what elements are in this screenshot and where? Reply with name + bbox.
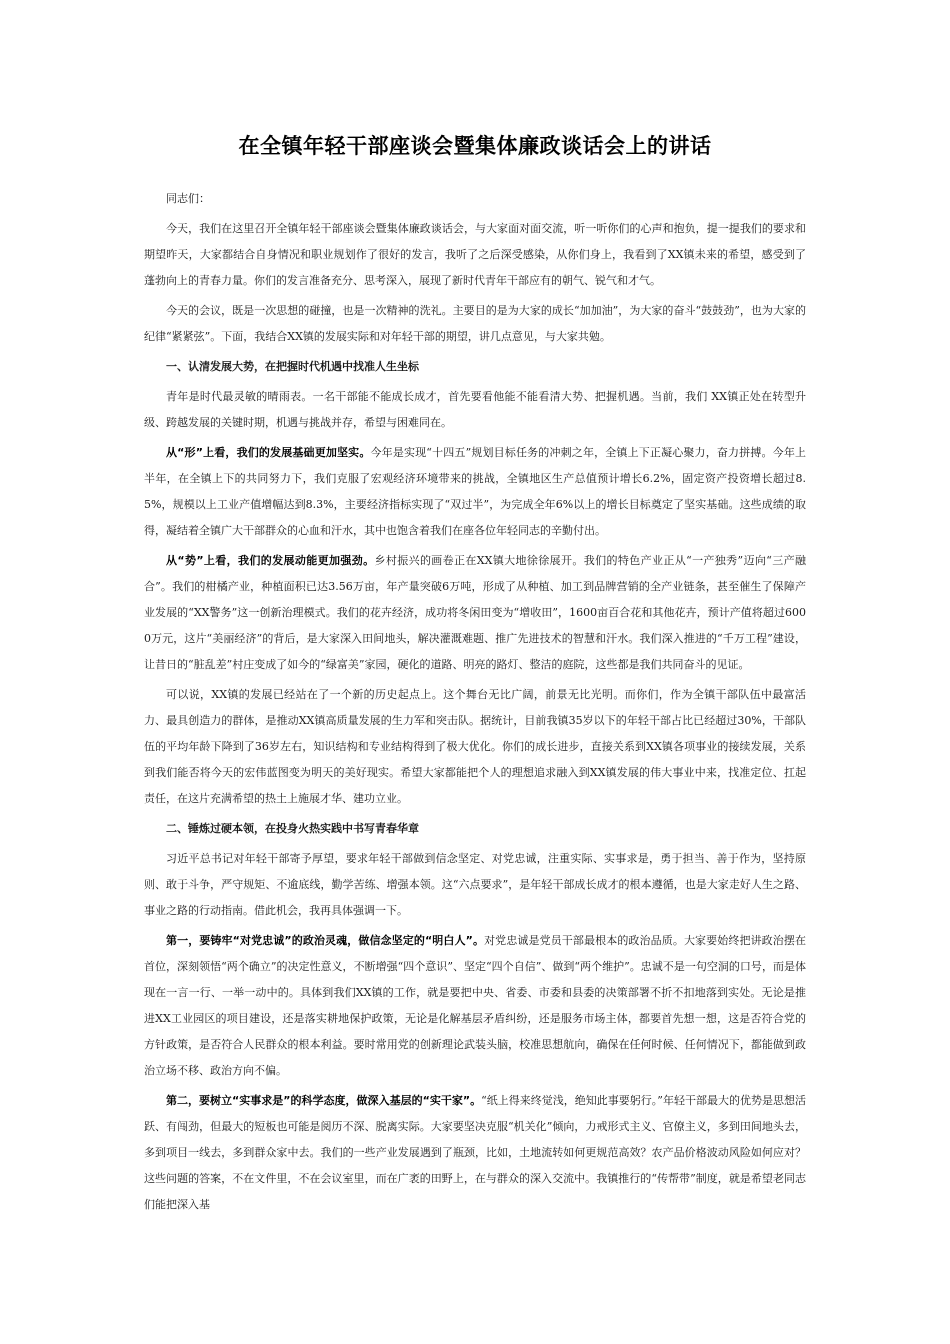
paragraph-opening: 今天，我们在这里召开全镇年轻干部座谈会暨集体廉政谈话会，与大家面对面交流，听一听你们的心声和抱负，提一提我们的要求和期望昨天，大家都结合自身情况和职业规划作了很好的发言，我听了之后深受感染，从你们身上，我看到了XX镇未来的希望，感受到了蓬勃向上的青春力量。你们的发言准备充分、思考深入，展现了新时代青年干部应有的朝气、锐气和才气。 [144,222,806,287]
section-heading-1: 一、认清发展大势，在把握时代机遇中找准人生坐标 [166,360,419,373]
paragraph-body: 今年是实现“十四五”规划目标任务的冲刺之年，全镇上下正凝心聚力，奋力拼搏。今年上半年，在全镇上下的共同努力下，我们克服了宏观经济环境带来的挑战，全镇地区生产总值预计增长6.2%，固定资产投资增长超过8.5%，规模以上工业产值增幅达到8.3%，主要经济指标实现了“双过半”，为完成全年6%以上的增长目标奠定了坚实基础。这些成绩的取得，凝结着全镇广大干部群众的心血和汗水，其中也饱含着我们在座各位年轻同志的辛勤付出。 [144,446,806,537]
paragraph-purpose: 今天的会议，既是一次思想的碰撞，也是一次精神的洗礼。主要目的是为大家的成长“加加油”，为大家的奋斗“鼓鼓劲”，也为大家的纪律“紧紧弦”。下面，我结合XX镇的发展实际和对年轻干部的期望，讲几点意见，与大家共勉。 [144,304,806,343]
document-title: 在全镇年轻干部座谈会暨集体廉政谈话会上的讲话 [238,134,712,158]
paragraph-body: “纸上得来终觉浅，绝知此事要躬行。”年轻干部最大的优势是思想活跃、有闯劲，但最大的短板也可能是阅历不深、脱离实际。大家要坚决克服“机关化”倾向，力戒形式主义、官僚主义，多到田间地头去，多到项目一线去，多到群众家中去。我们的一些产业发展遇到了瓶颈，比如，土地流转如何更规范高效？农产品价格波动风险如何应对？这些问题的答案，不在文件里，不在会议室里，而在广袤的田野上，在与群众的深入交流中。我镇推行的“传帮带”制度，就是希望老同志们能把深入基 [144,1094,807,1211]
paragraph-lead: 第一，要铸牢“对党忠诚”的政治灵魂，做信念坚定的“明白人”。 [166,934,485,947]
paragraph-momentum [144,548,806,678]
paragraph-lead: 从“形”上看，我们的发展基础更加坚实。 [166,446,371,459]
document-page [144,126,806,1218]
paragraph-loyalty [144,928,806,1084]
paragraph-lead: 从“势”上看，我们的发展动能更加强劲。 [166,554,375,567]
paragraph-starting-point: 可以说，XX镇的发展已经站在了一个新的历史起点上。这个舞台无比广阔，前景无比光明。而你们，作为全镇干部队伍中最富活力、最具创造力的群体，是推动XX镇高质量发展的生力军和突击队。据统计，目前我镇35岁以下的年轻干部占比已经超过30%，干部队伍的平均年龄下降到了36岁左右，知识结构和专业结构得到了极大优化。你们的成长进步，直接关系到XX镇各项事业的接续发展，关系到我们能否将今天的宏伟蓝图变为明天的美好现实。希望大家都能把个人的理想追求融入到XX镇发展的伟大事业中来，找准定位、扛起责任，在这片充满希望的热土上施展才华、建功立业。 [144,688,806,805]
paragraph-era: 青年是时代最灵敏的晴雨表。一名干部能不能成长成才，首先要看他能不能看清大势、把握机遇。当前，我们 XX镇正处在转型升级、跨越发展的关键时期，机遇与挑战并存，希望与困难同在。 [144,390,806,429]
paragraph-requirements: 习近平总书记对年轻干部寄予厚望，要求年轻干部做到信念坚定、对党忠诚，注重实际、实事求是，勇于担当、善于作为，坚持原则、敢于斗争，严守规矩、不逾底线，勤学苦练、增强本领。这“六点要求”，是年轻干部成长成才的根本遵循，也是大家走好人生之路、事业之路的行动指南。借此机会，我再具体强调一下。 [144,852,806,917]
paragraph-lead: 第二，要树立“实事求是”的科学态度，做深入基层的“实干家”。 [166,1094,482,1107]
paragraph-body: 乡村振兴的画卷正在XX镇大地徐徐展开。我们的特色产业正从“一产独秀”迈向“三产融合”。我们的柑橘产业，种植面积已达3.56万亩，年产量突破6万吨，形成了从种植、加工到品牌营销的全产业链条，甚至催生了保障产业发展的“XX警务”这一创新治理模式。我们的花卉经济，成功将冬闲田变为“增收田”，1600亩百合花和其他花卉，预计产值将超过6000万元，这片“美丽经济”的背后，是大家深入田间地头，解决灌溉难题、推广先进技术的智慧和汗水。我们深入推进的“千万工程”建设，让昔日的“脏乱差”村庄变成了如今的“绿富美”家园，硬化的道路、明亮的路灯、整洁的庭院，这些都是我们共同奋斗的见证。 [144,554,806,671]
salutation: 同志们： [166,192,210,205]
paragraph-body: 对党忠诚是党员干部最根本的政治品质。大家要始终把讲政治摆在首位，深刻领悟“两个确立”的决定性意义，不断增强“四个意识”、坚定“四个自信”、做到“两个维护”。忠诚不是一句空洞的口号，而是体现在一言一行、一举一动中的。具体到我们XX镇的工作，就是要把中央、省委、市委和县委的决策部署不折不扣地落到实处。无论是推进XX工业园区的项目建设，还是落实耕地保护政策，无论是化解基层矛盾纠纷，还是服务市场主体，都要首先想一想，这是否符合党的方针政策，是否符合人民群众的根本利益。要时常用党的创新理论武装头脑，校准思想航向，确保在任何时候、任何情况下，都能做到政治立场不移、政治方向不偏。 [144,934,806,1077]
paragraph-pragmatism [144,1088,806,1218]
paragraph-foundation [144,440,806,544]
section-heading-2: 二、锤炼过硬本领，在投身火热实践中书写青春华章 [166,822,419,835]
